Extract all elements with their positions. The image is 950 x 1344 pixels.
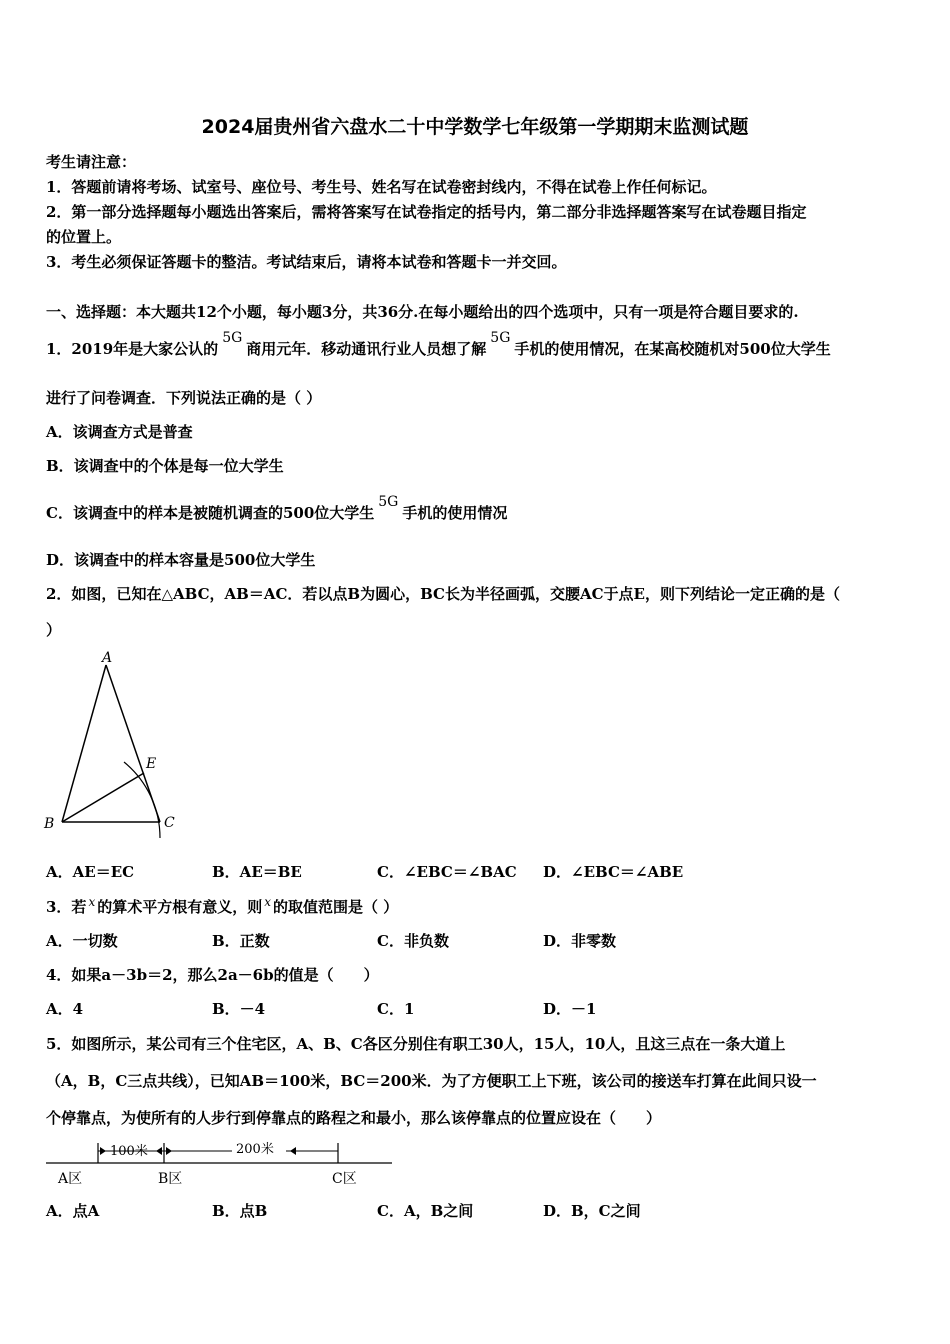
triangle-figure bbox=[40, 645, 190, 850]
question-2-option-d: D．∠EBC＝∠ABE bbox=[543, 863, 684, 881]
question-5-option-b: B．点B bbox=[212, 1202, 268, 1220]
question-5-option-c: C．A，B之间 bbox=[377, 1202, 474, 1220]
notice-item: 2．第一部分选择题每小题选出答案后，需将答案写在试卷指定的括号内，第二部分非选择题答案写在试卷题目指定 bbox=[46, 203, 807, 221]
question-2-option-a: A．AE＝EC bbox=[46, 863, 135, 881]
label-c: C bbox=[164, 815, 175, 831]
question-1-option-a: A．该调查方式是普查 bbox=[46, 423, 193, 441]
question-1-option-b: B．该调查中的个体是每一位大学生 bbox=[46, 457, 284, 475]
question-5-line: （A，B，C三点共线），已知AB＝100米，BC＝200米．为了方便职工上下班，该公司的接送车打算在此间只设一 bbox=[46, 1072, 817, 1090]
question-5-line: 个停靠点，为使所有的人步行到停靠点的路程之和最小，那么该停靠点的位置应设在（ ） bbox=[46, 1109, 662, 1127]
question-3-line: 3．若 $^x$ 的算术平方根有意义，则 $^x$ 的取值范围是（ ） bbox=[46, 895, 399, 916]
question-3-option-b: B．正数 bbox=[212, 932, 270, 950]
question-3-option-c: C．非负数 bbox=[377, 932, 449, 950]
notice-item: 的位置上。 bbox=[46, 228, 122, 246]
question-4-line: 4．如果a－3b＝2，那么2a－6b的值是（ ） bbox=[46, 966, 379, 984]
question-2-option-c: C．∠EBC＝∠BAC bbox=[377, 863, 517, 881]
question-4-option-c: C．1 bbox=[377, 1000, 415, 1018]
question-4-option-a: A．4 bbox=[46, 1000, 84, 1018]
question-3-option-d: D．非零数 bbox=[543, 932, 617, 950]
question-2-line: 2．如图，已知在△ABC，AB＝AC．若以点B为圆心，BC长为半径画弧，交腰AC于点E，则下列结论一定正确的是（ bbox=[46, 585, 840, 603]
question-5-option-a: A．点A bbox=[46, 1202, 100, 1220]
question-1-option-d: D．该调查中的样本容量是500位大学生 bbox=[46, 551, 316, 569]
road-figure bbox=[40, 1135, 400, 1195]
notice-heading: 考生请注意： bbox=[46, 153, 137, 171]
notice-item: 1．答题前请将考场、试室号、座位号、考生号、姓名写在试卷密封线内，不得在试卷上作任何标记。 bbox=[46, 178, 717, 196]
label-e: E bbox=[146, 756, 157, 772]
question-4-option-d: D．－1 bbox=[543, 1000, 597, 1018]
question-2-option-b: B．AE＝BE bbox=[212, 863, 302, 881]
distance-ab: 100米 bbox=[110, 1144, 148, 1159]
question-1-line: 进行了问卷调查．下列说法正确的是（ ） bbox=[46, 389, 322, 407]
section-heading: 一、选择题：本大题共12个小题，每小题3分，共36分.在每小题给出的四个选项中，只有一项是符合题目要求的. bbox=[46, 303, 799, 321]
label-b: B bbox=[44, 816, 55, 832]
question-4-option-b: B．－4 bbox=[212, 1000, 266, 1018]
label-b-zone: B区 bbox=[158, 1171, 183, 1187]
label-a-zone: A区 bbox=[58, 1171, 83, 1187]
question-5-line: 5．如图所示，某公司有三个住宅区，A、B、C各区分别住有职工30人，15人，10人，且这三点在一条大道上 bbox=[46, 1035, 786, 1053]
question-1-line: 1．2019年是大家公认的5G商用元年．移动通讯行业人员想了解5G手机的使用情况，在某高校随机对500位大学生 bbox=[46, 330, 831, 358]
page-title: 2024届贵州省六盘水二十中学数学七年级第一学期期末监测试题 bbox=[201, 116, 749, 138]
question-5-option-d: D．B，C之间 bbox=[543, 1202, 641, 1220]
distance-bc: 200米 bbox=[236, 1142, 274, 1157]
label-a: A bbox=[102, 650, 113, 666]
question-2-line: ） bbox=[46, 621, 62, 639]
question-1-option-c: C．该调查中的样本是被随机调查的500位大学生5G手机的使用情况 bbox=[46, 494, 508, 522]
label-c-zone: C区 bbox=[332, 1171, 357, 1187]
notice-item: 3．考生必须保证答题卡的整洁。考试结束后，请将本试卷和答题卡一并交回。 bbox=[46, 253, 567, 271]
question-3-option-a: A．一切数 bbox=[46, 932, 118, 950]
